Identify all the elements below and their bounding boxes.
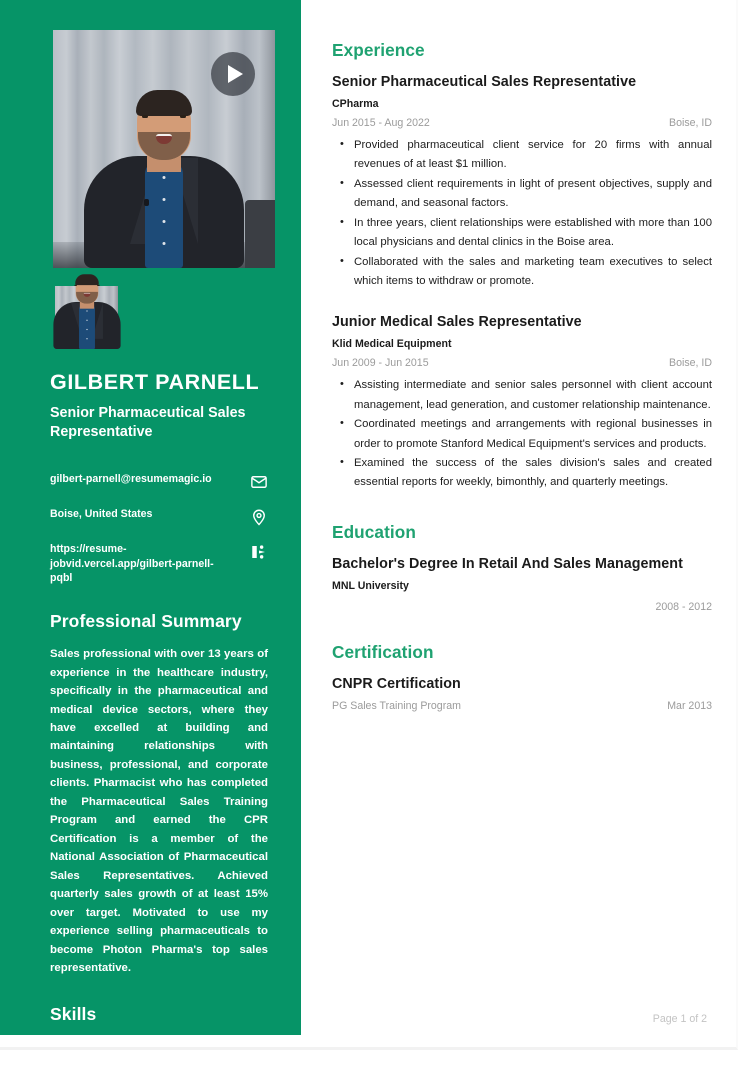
certification-heading: Certification [332, 641, 434, 662]
summary-text: Sales professional with over 13 years of experience in the healthcare industry, specifically in the pharmaceutical and medical device sectors, where they have excelled at building and maintaining relationships with business, professional, and corporate clients. Pharmacist who has completed the Pharmaceutical Sales Training Program and earned the CPR Certification is a member of the National Association of Pharmaceutical Sales Representatives. Achieved quarterly sales growth of at least 15% over target. Motivated to use my experience selling pharmaceuticals to become Photon Pharma's top sales representative. [50, 648, 268, 975]
certification-entry-0 [332, 676, 712, 712]
education-entry-0 [332, 556, 712, 613]
main-content [301, 0, 736, 1035]
envelope-icon [250, 473, 268, 491]
candidate-role: Senior Pharmaceutical Sales Representative [50, 404, 246, 440]
contact-video-link-text: https://resume-jobvid.vercel.app/gilbert-parnell-pqbl [50, 543, 214, 584]
list-item: • Provided pharmaceutical client service for 20 firms with annual revenues of at least $1 million. [332, 136, 712, 175]
job-dates: Jun 2015 - Aug 2022 [332, 117, 430, 129]
job-bullets [332, 376, 712, 493]
experience-entry-0 [332, 74, 712, 291]
certification-title: CNPR Certification [332, 675, 461, 692]
list-item: • Examined the success of the sales division's sales and created essential reports for weekly, bimonthly, and quarterly meetings. [332, 454, 712, 493]
degree-title: Bachelor's Degree In Retail And Sales Management [332, 555, 683, 572]
job-title: Senior Pharmaceutical Sales Representative [332, 74, 637, 90]
job-company: CPharma [332, 98, 379, 110]
education-heading: Education [332, 521, 416, 542]
education-meta [332, 601, 712, 613]
skills-heading: Skills [50, 1003, 97, 1024]
job-bullets [332, 136, 712, 291]
avatar [55, 286, 118, 349]
list-item: • Assisting intermediate and senior sales personnel with client account management, lead generation, and customer relationship maintenance. [332, 376, 712, 415]
certification-date: Mar 2013 [667, 699, 712, 712]
contact-email[interactable] [50, 472, 268, 491]
video-cabinet [245, 200, 275, 268]
list-item: • Collaborated with the sales and marketing team executives to select which items to withdraw or promote. [332, 253, 712, 292]
job-company: Klid Medical Equipment [332, 338, 452, 351]
contact-list [50, 472, 268, 585]
job-meta [332, 117, 712, 129]
candidate-name: GILBERT PARNELL [50, 370, 260, 394]
list-item: • Closing Deals [50, 1064, 268, 1079]
list-item: • In three years, client relationships were established with more than 100 local physicians and dental clinics in the Boise area. [332, 214, 712, 253]
list-item: • Coordinated meetings and arrangements with regional businesses in order to promote Stanford Medical Equipment's services and products. [332, 415, 712, 454]
experience-heading: Experience [332, 40, 425, 60]
location-pin-icon [250, 508, 268, 526]
experience-entry-1 [332, 314, 712, 493]
video-link-icon [250, 543, 268, 561]
job-dates: Jun 2009 - Jun 2015 [332, 357, 429, 370]
job-title: Junior Medical Sales Representative [332, 314, 582, 331]
contact-location-text: Boise, United States [50, 508, 153, 521]
play-icon[interactable] [211, 52, 255, 96]
video-person [84, 100, 244, 268]
job-location: Boise, ID [669, 117, 712, 129]
contact-video-link[interactable] [50, 542, 268, 585]
contact-email-text: gilbert-parnell@resumemagic.io [50, 473, 212, 486]
skills-list [50, 1037, 268, 1079]
school-name: MNL University [332, 579, 409, 592]
job-meta [332, 357, 712, 369]
education-dates: 2008 - 2012 [655, 600, 712, 613]
job-location: Boise, ID [669, 357, 712, 370]
page-footer: Page 1 of 2 [652, 1013, 707, 1025]
list-item: • Assessed client requirements in light of present objectives, supply and demand, and seasonal factors. [332, 175, 712, 214]
certification-meta [332, 700, 712, 712]
video-thumbnail[interactable] [53, 30, 275, 268]
sidebar [0, 0, 301, 1078]
contact-location [50, 507, 268, 526]
list-item: • Lead Generation [50, 1037, 268, 1052]
certification-issuer: PG Sales Training Program [332, 699, 461, 712]
summary-heading: Professional Summary [50, 611, 242, 632]
